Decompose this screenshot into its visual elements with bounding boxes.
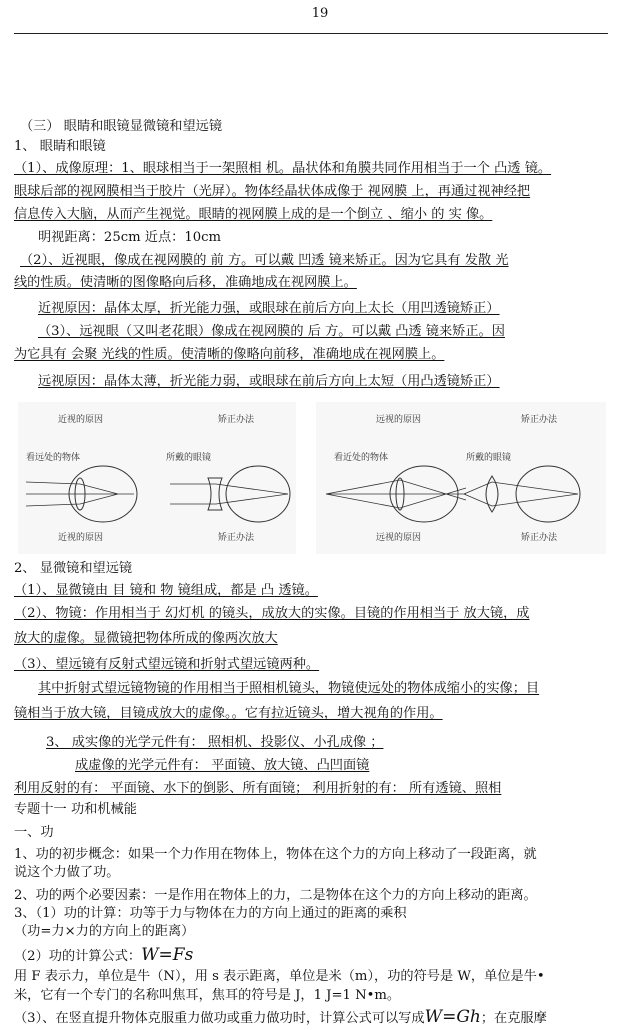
text-line: （3）、望远镜有反射式望远镜和折射式望远镜两种。	[14, 657, 320, 672]
text-line: 线的性质。使清晰的图像略向后移，准确地成在视网膜上。	[14, 275, 357, 290]
figure-label: 所戴的眼镜	[166, 453, 212, 463]
eye-shape	[226, 466, 290, 522]
hyperopia-figure	[316, 402, 606, 554]
text-line: （2）、近视眼，像成在视网膜的 前 方。可以戴 凹透 镜来矫正。因为它具有 发散 光	[20, 253, 509, 268]
figure-label: 所戴的眼镜	[466, 453, 512, 463]
text-line: 利用反射的有： 平面镜、水下的倒影、所有面镜； 利用折射的有： 所有透镜、照相	[14, 781, 502, 796]
page-number: 19	[311, 6, 329, 21]
text-line: （1）、显微镜由 目 镜和 物 镜组成，都是 凸 透镜。	[14, 583, 318, 598]
text-line: 成虚像的光学元件有： 平面镜、放大镜、凸凹面镜	[75, 758, 370, 773]
myopia-figure	[18, 402, 296, 554]
text-line: （2）、物镜：作用相当于 幻灯机 的镜头，成放大的实像。目镜的作用相当于 放大镜，成	[14, 606, 530, 621]
figure-caption: 矫正办法	[218, 533, 255, 543]
text-line: 用 F 表示力，单位是牛（N），用 s 表示距离，单位是米（m），功的符号是 W，单位是牛•	[14, 969, 545, 984]
figure-title: 矫正办法	[218, 415, 255, 425]
topic-heading: 专题十一 功和机械能	[14, 802, 137, 817]
text-line: 信息传入大脑，从而产生视觉。眼睛的视网膜上成的是一个倒立 、缩小 的 实 像。	[14, 207, 493, 222]
text-line: （3）、远视眼（又叫老花眼）像成在视网膜的 后 方。可以戴 凸透 镜来矫正。因	[38, 324, 505, 339]
text-line: 米，它有一个专门的名称叫焦耳，焦耳的符号是 J，1 J=1 N•m。	[14, 988, 401, 1003]
subheading-eyes: 1、 眼睛和眼镜	[14, 139, 106, 154]
hyperopia-cause: 远视原因：晶体太薄，折光能力弱，或眼球在前后方向上太短（用凸透镜矫正）	[38, 374, 500, 389]
text-line: 镜相当于放大镜，目镜成放大的虚像。。它有拉近镜头，增大视角的作用。	[14, 706, 443, 721]
myopia-cause: 近视原因：晶体太厚，折光能力强，或眼球在前后方向上太长（用凹透镜矫正）	[38, 301, 500, 316]
text-line: 其中折射式望远镜物镜的作用相当于照相机镜头，物镜使远处的物体成缩小的实像；目	[38, 681, 540, 696]
formula-line	[14, 1008, 547, 1028]
figure-title: 近视的原因	[58, 415, 104, 425]
text-line: 1、功的初步概念：如果一个力作用在物体上，物体在这个力的方向上移动了一段距离，就	[14, 847, 537, 862]
text-line: （功=力×力的方向上的距离）	[14, 924, 195, 939]
figure-title: 矫正办法	[521, 415, 558, 425]
formula-label: （3）、在竖直提升物体克服重力做功或重力做功时，计算公式可以写成	[14, 1011, 425, 1026]
figure-title: 远视的原因	[376, 415, 422, 425]
text-line: 2、功的两个必要因素：一是作用在物体上的力，二是物体在这个力的方向上移动的距离。	[14, 888, 537, 903]
header-rule	[14, 33, 608, 34]
gravity-work-formula: W=Gh	[424, 1007, 481, 1027]
subheading-work: 一、功	[14, 825, 54, 840]
formula-line	[14, 946, 193, 966]
section-heading: （三） 眼睛和眼镜显微镜和望远镜	[20, 119, 223, 134]
figure-caption: 远视的原因	[376, 533, 422, 543]
figure-label: 看近处的物体	[334, 453, 389, 463]
text-line: 眼球后部的视网膜相当于胶片（光屏）。物体经晶状体成像于 视网膜 上，再通过视神经把	[14, 184, 531, 199]
figure-label: 看远处的物体	[26, 453, 81, 463]
text-line: 为它具有 会聚 光线的性质。使清晰的像略向前移，准确地成在视网膜上。	[14, 347, 445, 362]
text-line: 明视距离：25cm 近点：10cm	[38, 230, 222, 245]
text-line: 3、（1）功的计算：功等于力与物体在力的方向上通过的距离的乘积	[14, 906, 407, 921]
formula-label: （2）功的计算公式：	[14, 949, 142, 964]
trailing-text: ；在克服摩	[480, 1011, 547, 1026]
eye-shape	[516, 466, 580, 522]
text-line: 说这个力做了功。	[14, 865, 120, 880]
text-line: （1）、成像原理：1、眼球相当于一架照相 机。晶状体和角膜共同作用相当于一个 凸透 镜。	[14, 161, 552, 176]
figure-caption: 近视的原因	[58, 533, 104, 543]
text-line: 3、 成实像的光学元件有： 照相机、投影仪、小孔成像 ；	[46, 735, 384, 750]
text-line: 放大的虚像。显微镜把物体所成的像两次放大	[14, 631, 278, 646]
figure-caption: 矫正办法	[521, 533, 558, 543]
subheading-microscope: 2、 显微镜和望远镜	[14, 561, 133, 576]
work-formula: W=Fs	[141, 945, 194, 965]
